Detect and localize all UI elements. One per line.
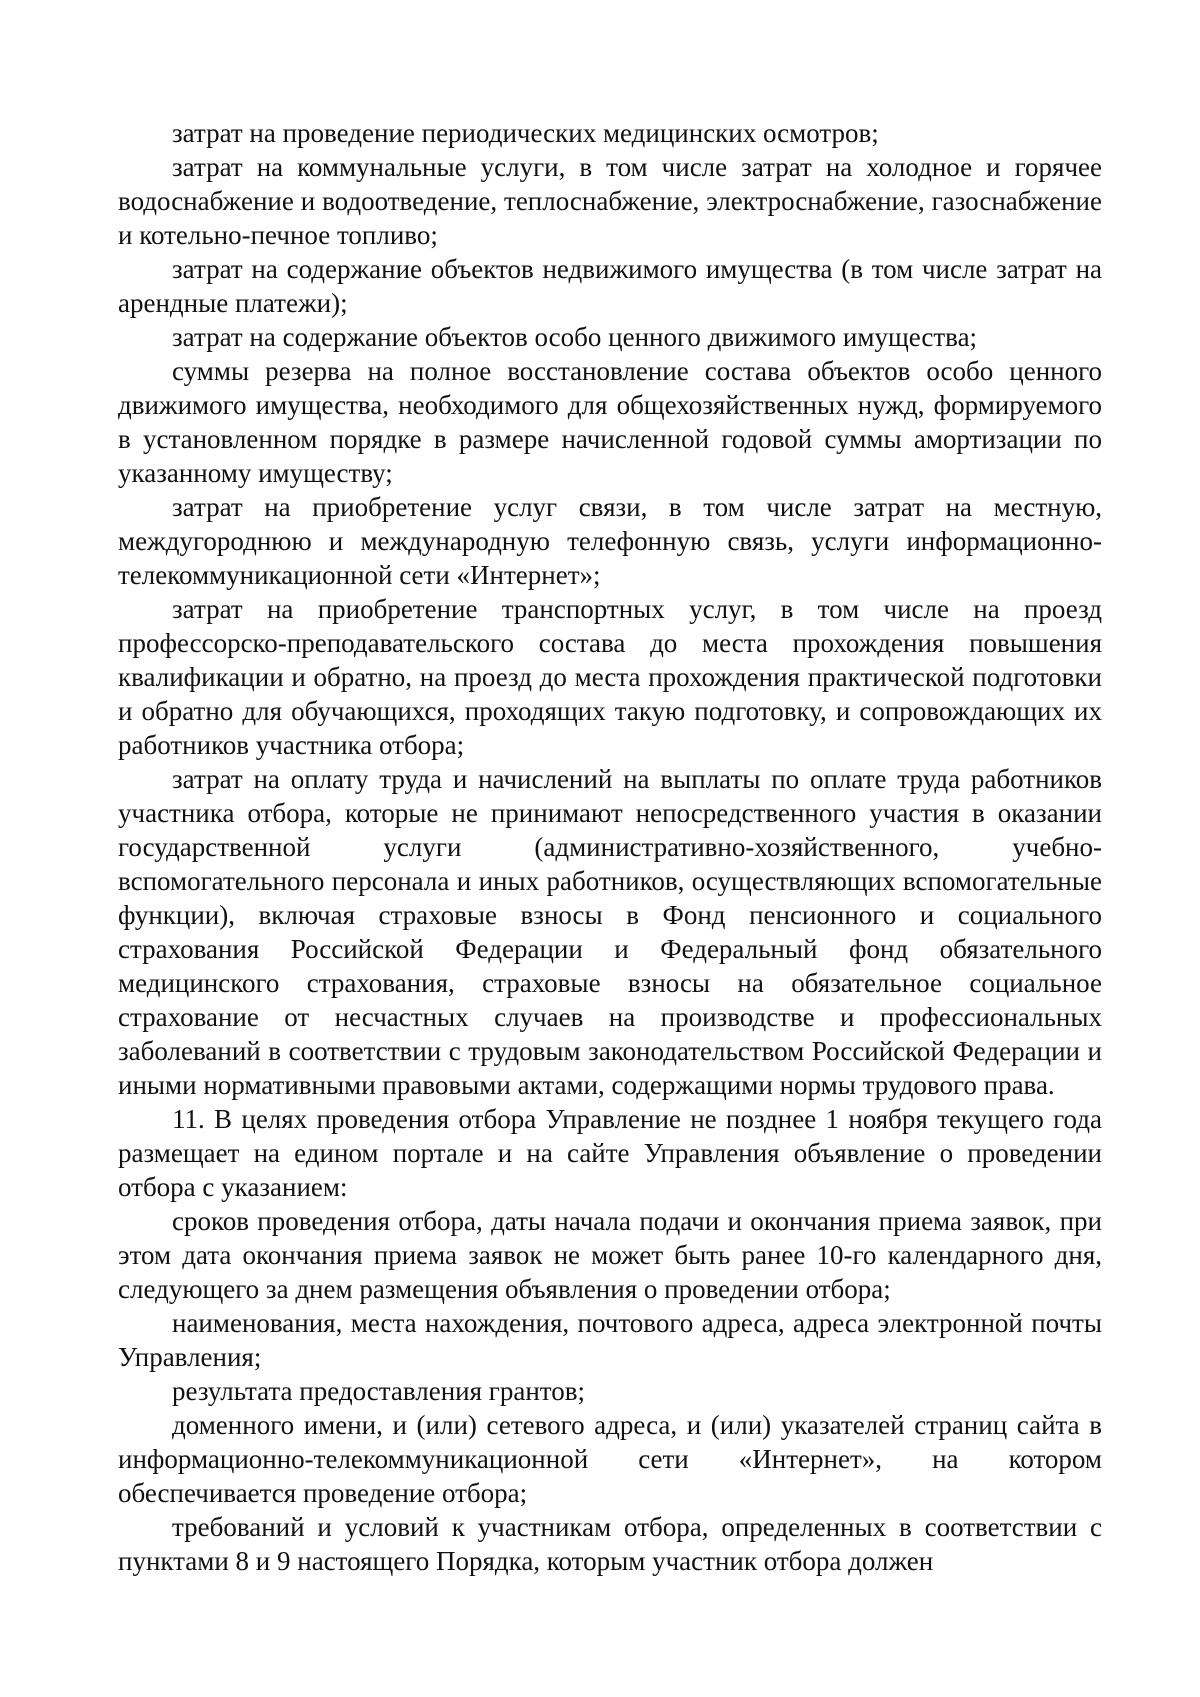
paragraph: затрат на приобретение транспортных услуг, в том числе на проезд профессорско-преподавательского состава до места прохождения повышения квалификации и обратно, на проезд до места прохождения практической подготовки и обратно для обучающихся, проходящих такую подготовку, и сопровождающих их работников участника отбора; [118,594,1102,760]
paragraph: затрат на проведение периодических медицинских осмотров; [172,118,879,148]
paragraph: затрат на содержание объектов особо ценного движимого имущества; [172,322,978,352]
paragraph: затрат на оплату труда и начислений на выплаты по оплате труда работников участника отбора, которые не принимают непосредственного участия в оказании государственной услуги (административно-хозяйственного, учебно-вспомогательного персонала и иных работников, осуществляющих вспомогательные функции), включая страховые взносы в Фонд пенсионного и социального страхования Российской Федерации и Федеральный фонд обязательного медицинского страхования, страховые взносы на обязательное социальное страхование от несчастных случаев на производстве и профессиональных заболеваний в соответствии с трудовым законодательством Российской Федерации и иными нормативными правовыми актами, содержащими нормы трудового права. [118,764,1102,1100]
paragraph: затрат на коммунальные услуги, в том числе затрат на холодное и горячее водоснабжение и водоотведение, теплоснабжение, электроснабжение, газоснабжение и котельно-печное топливо; [118,152,1102,250]
paragraph: требований и условий к участникам отбора, определенных в соответствии с пунктами 8 и 9 настоящего Порядка, которым участник отбора должен [118,1512,1102,1576]
paragraph: доменного имени, и (или) сетевого адреса, и (или) указателей страниц сайта в информационно-телекоммуникационной сети «Интернет», на котором обеспечивается проведение отбора; [118,1410,1102,1508]
paragraph: затрат на содержание объектов недвижимого имущества (в том числе затрат на арендные платежи); [118,254,1102,318]
paragraph-section-11: 11. В целях проведения отбора Управление не позднее 1 ноября текущего года размещает на едином портале и на сайте Управления объявление о проведении отбора с указанием: [118,1104,1102,1202]
paragraph: наименования, места нахождения, почтового адреса, адреса электронной почты Управления; [118,1308,1102,1372]
paragraph: затрат на приобретение услуг связи, в том числе затрат на местную, междугороднюю и международную телефонную связь, услуги информационно-телекоммуникационной сети «Интернет»; [118,492,1102,590]
paragraph: результата предоставления грантов; [172,1376,585,1406]
document-body [118,116,1102,1578]
paragraph: сроков проведения отбора, даты начала подачи и окончания приема заявок, при этом дата окончания приема заявок не может быть ранее 10-го календарного дня, следующего за днем размещения объявления о проведении отбора; [118,1206,1102,1304]
paragraph: суммы резерва на полное восстановление состава объектов особо ценного движимого имущества, необходимого для общехозяйственных нужд, формируемого в установленном порядке в размере начисленной годовой суммы амортизации по указанному имуществу; [118,356,1102,488]
